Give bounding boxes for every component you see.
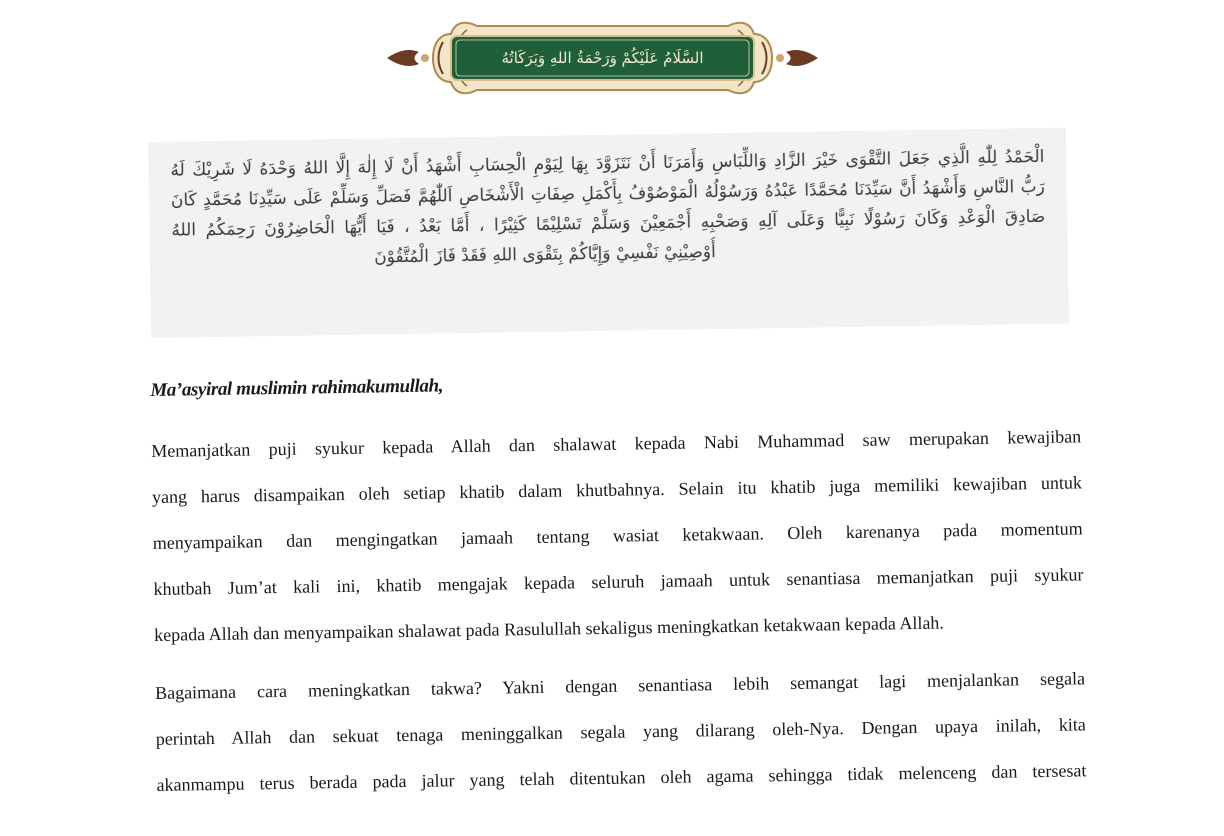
arabic-opening-block xyxy=(148,128,1069,338)
salutation-heading: Ma’asyiral muslimin rahimakumullah, xyxy=(150,375,444,401)
salam-calligraphy: السَّلَامُ عَلَيْكُمْ وَرَحْمَةُ اللهِ وَبَرَكَاتُهُ xyxy=(501,49,704,67)
text-line: yang harus disampaikan oleh setiap khatib dalam khutbahnya. Selain itu khatib juga memiliki kewajiban untuk xyxy=(151,472,1083,507)
arabic-line: أُوْصِيْنِيْ نَفْسِيْ وَإِيَّاكُمْ بِتَقْوَى اللهِ فَقَدْ فَازَ الْمُتَّقُوْنَ xyxy=(374,242,716,268)
text-line: akanmampu terus berada pada jalur yang telah ditentukan oleh agama sehingga tidak melenceng dan tersesat xyxy=(156,760,1087,795)
text-line: Bagaimana cara meningkatkan takwa? Yakni dengan senantiasa lebih semangat lagi menjalankan segala xyxy=(154,668,1086,703)
khutbah-body xyxy=(150,353,1087,820)
arabic-line: رَبُّ النَّاسِ وَأَشْهَدُ أَنَّ سَيِّدَنَا مُحَمَّدًا عَبْدُهُ وَرَسُوْلُهُ الْمَوْصُوْفُ بِأَكْمَلِ صِفَاتِ الْأَشْخَاصِ اَللّٰهُمَّ فَصَلِّ وَسَلِّمْ عَلَى سَيِّدِنَا مُحَمَّدٍ كَانَ xyxy=(170,176,1045,211)
arabic-line: الْحَمْدُ لِلّٰهِ الَّذِي جَعَلَ التَّقْوَى خَيْرَ الزَّادِ وَاللِّبَاسِ وَأَمَرَنَا أَنْ نَتَزَوَّدَ بِهَا لِيَوْمِ الْحِسَابِ أَشْهَدُ أَنْ لَا إِلٰهَ إِلَّا اللهُ وَحْدَهُ لَا شَرِيْكَ لَهُ xyxy=(170,146,1045,181)
text-line: khutbah Jum’at kali ini, khatib mengajak kepada seluruh jamaah untuk senantiasa memanjatkan puji syukur xyxy=(153,564,1084,599)
text-line: menyampaikan dan mengingatkan jamaah tentang wasiat ketakwaan. Oleh karenanya pada momentum xyxy=(152,518,1083,553)
paragraph-1 xyxy=(151,413,1084,658)
text-line: perintah Allah dan sekuat tenaga meninggalkan segala yang dilarang oleh-Nya. Dengan upaya inilah, kita xyxy=(155,714,1086,749)
text-line: Memanjatkan puji syukur kepada Allah dan shalawat kepada Nabi Muhammad saw merupakan kewajiban xyxy=(151,426,1082,461)
arabic-line: صَادِقَ الْوَعْدِ وَكَانَ رَسُوْلًا نَبِيًّا وَعَلَى آلِهِ وَصَحْبِهِ أَجْمَعِيْنَ وَسَلِّمْ تَسْلِيْمًا كَثِيْرًا ، أَمَّا بَعْدُ ، فَيَا أَيُّهَا الْحَاضِرُوْنَ رَحِمَكُمُ اللهُ xyxy=(171,206,1046,241)
text-line: kepada Allah dan menyampaikan shalawat pada Rasulullah sekaligus meningkatkan ketakwaan kepada Allah. xyxy=(154,612,945,645)
salam-banner xyxy=(385,12,820,104)
paragraph-2 xyxy=(155,655,1087,808)
